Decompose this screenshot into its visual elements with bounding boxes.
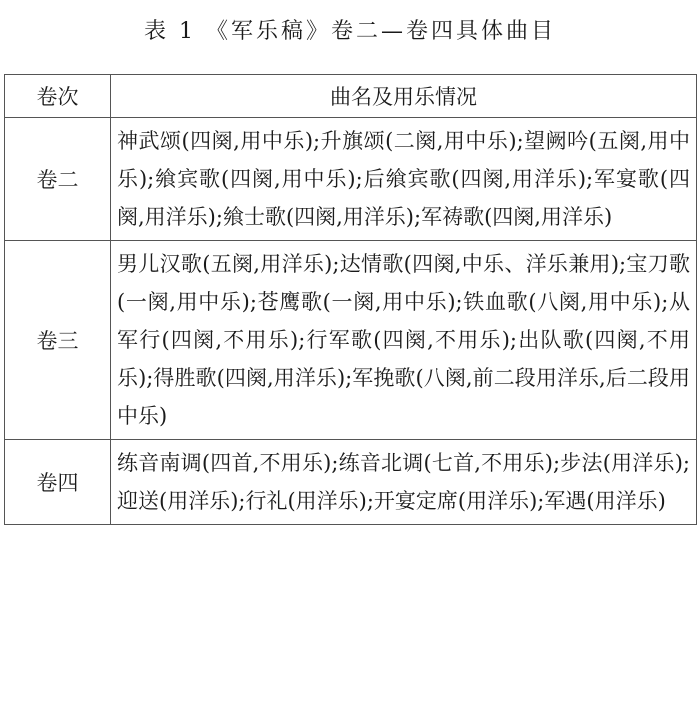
table-header-row	[5, 75, 697, 118]
volume-cell: 卷四	[5, 440, 111, 525]
volume-cell: 卷二	[5, 118, 111, 241]
content-cell: 男儿汉歌(五阕,用洋乐);达情歌(四阕,中乐、洋乐兼用);宝刀歌(一阕,用中乐);苍鹰歌(一阕,用中乐);铁血歌(八阕,用中乐);从军行(四阕,不用乐);行军歌(四阕,不用乐);出队歌(四阕,不用乐);得胜歌(四阕,用洋乐);军挽歌(八阕,前二段用洋乐,后二段用中乐)	[111, 241, 697, 440]
table-row	[5, 440, 697, 525]
table-row	[5, 241, 697, 440]
header-content: 曲名及用乐情况	[111, 75, 697, 118]
table-row	[5, 118, 697, 241]
content-cell: 神武颂(四阕,用中乐);升旗颂(二阕,用中乐);望阙吟(五阕,用中乐);飨宾歌(四阕,用中乐);后飨宾歌(四阕,用洋乐);军宴歌(四阕,用洋乐);飨士歌(四阕,用洋乐);军祷歌(四阕,用洋乐)	[111, 118, 697, 241]
table-title: 表 1 《军乐稿》卷二—卷四具体曲目	[144, 19, 556, 44]
header-volume: 卷次	[5, 75, 111, 118]
content-cell: 练音南调(四首,不用乐);练音北调(七首,不用乐);步法(用洋乐);迎送(用洋乐);行礼(用洋乐);开宴定席(用洋乐);军遇(用洋乐)	[111, 440, 697, 525]
volume-cell: 卷三	[5, 241, 111, 440]
repertoire-table	[4, 74, 697, 525]
